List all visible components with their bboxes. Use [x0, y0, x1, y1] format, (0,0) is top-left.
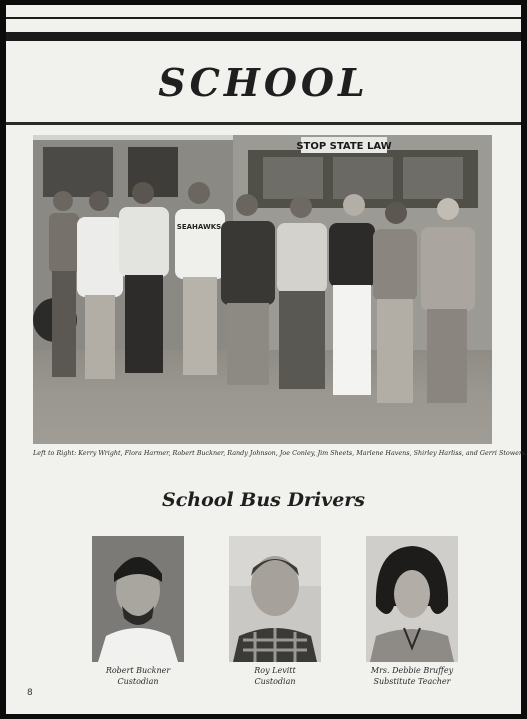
- portrait-name-3: Mrs. Debbie Bruffey: [370, 666, 454, 675]
- portrait-photo-2: [229, 536, 321, 662]
- yearbook-page: [6, 5, 527, 714]
- title-underline-rule: [6, 122, 521, 125]
- portrait-name-2: Roy Levitt: [254, 666, 296, 675]
- portrait-role-2: Custodian: [254, 677, 296, 686]
- group-photo: [33, 135, 492, 444]
- top-thin-rule: [6, 17, 521, 19]
- portrait-photo-3: [366, 536, 458, 662]
- page-number: 8: [27, 688, 33, 698]
- top-thick-rule: [6, 32, 521, 41]
- bus-sign-text: STOP STATE LAW: [296, 141, 392, 152]
- shirt-text: SEAHAWKS: [176, 223, 222, 231]
- portrait-role-1: Custodian: [117, 677, 159, 686]
- section-title: School Bus Drivers: [161, 489, 365, 511]
- portrait-name-1: Robert Buckner: [105, 666, 171, 675]
- portrait-photo-1: [92, 536, 184, 662]
- photo-caption: Left to Right: Kerry Wright, Flora Harmer, Robert Buckner, Randy Johnson, Joe Conley, Jim Sheets, Marlene Havens, Shirley Harliss, and Gerri Stowers.: [33, 449, 527, 457]
- page-title: SCHOOL: [158, 60, 369, 105]
- portrait-role-3: Substitute Teacher: [373, 677, 451, 686]
